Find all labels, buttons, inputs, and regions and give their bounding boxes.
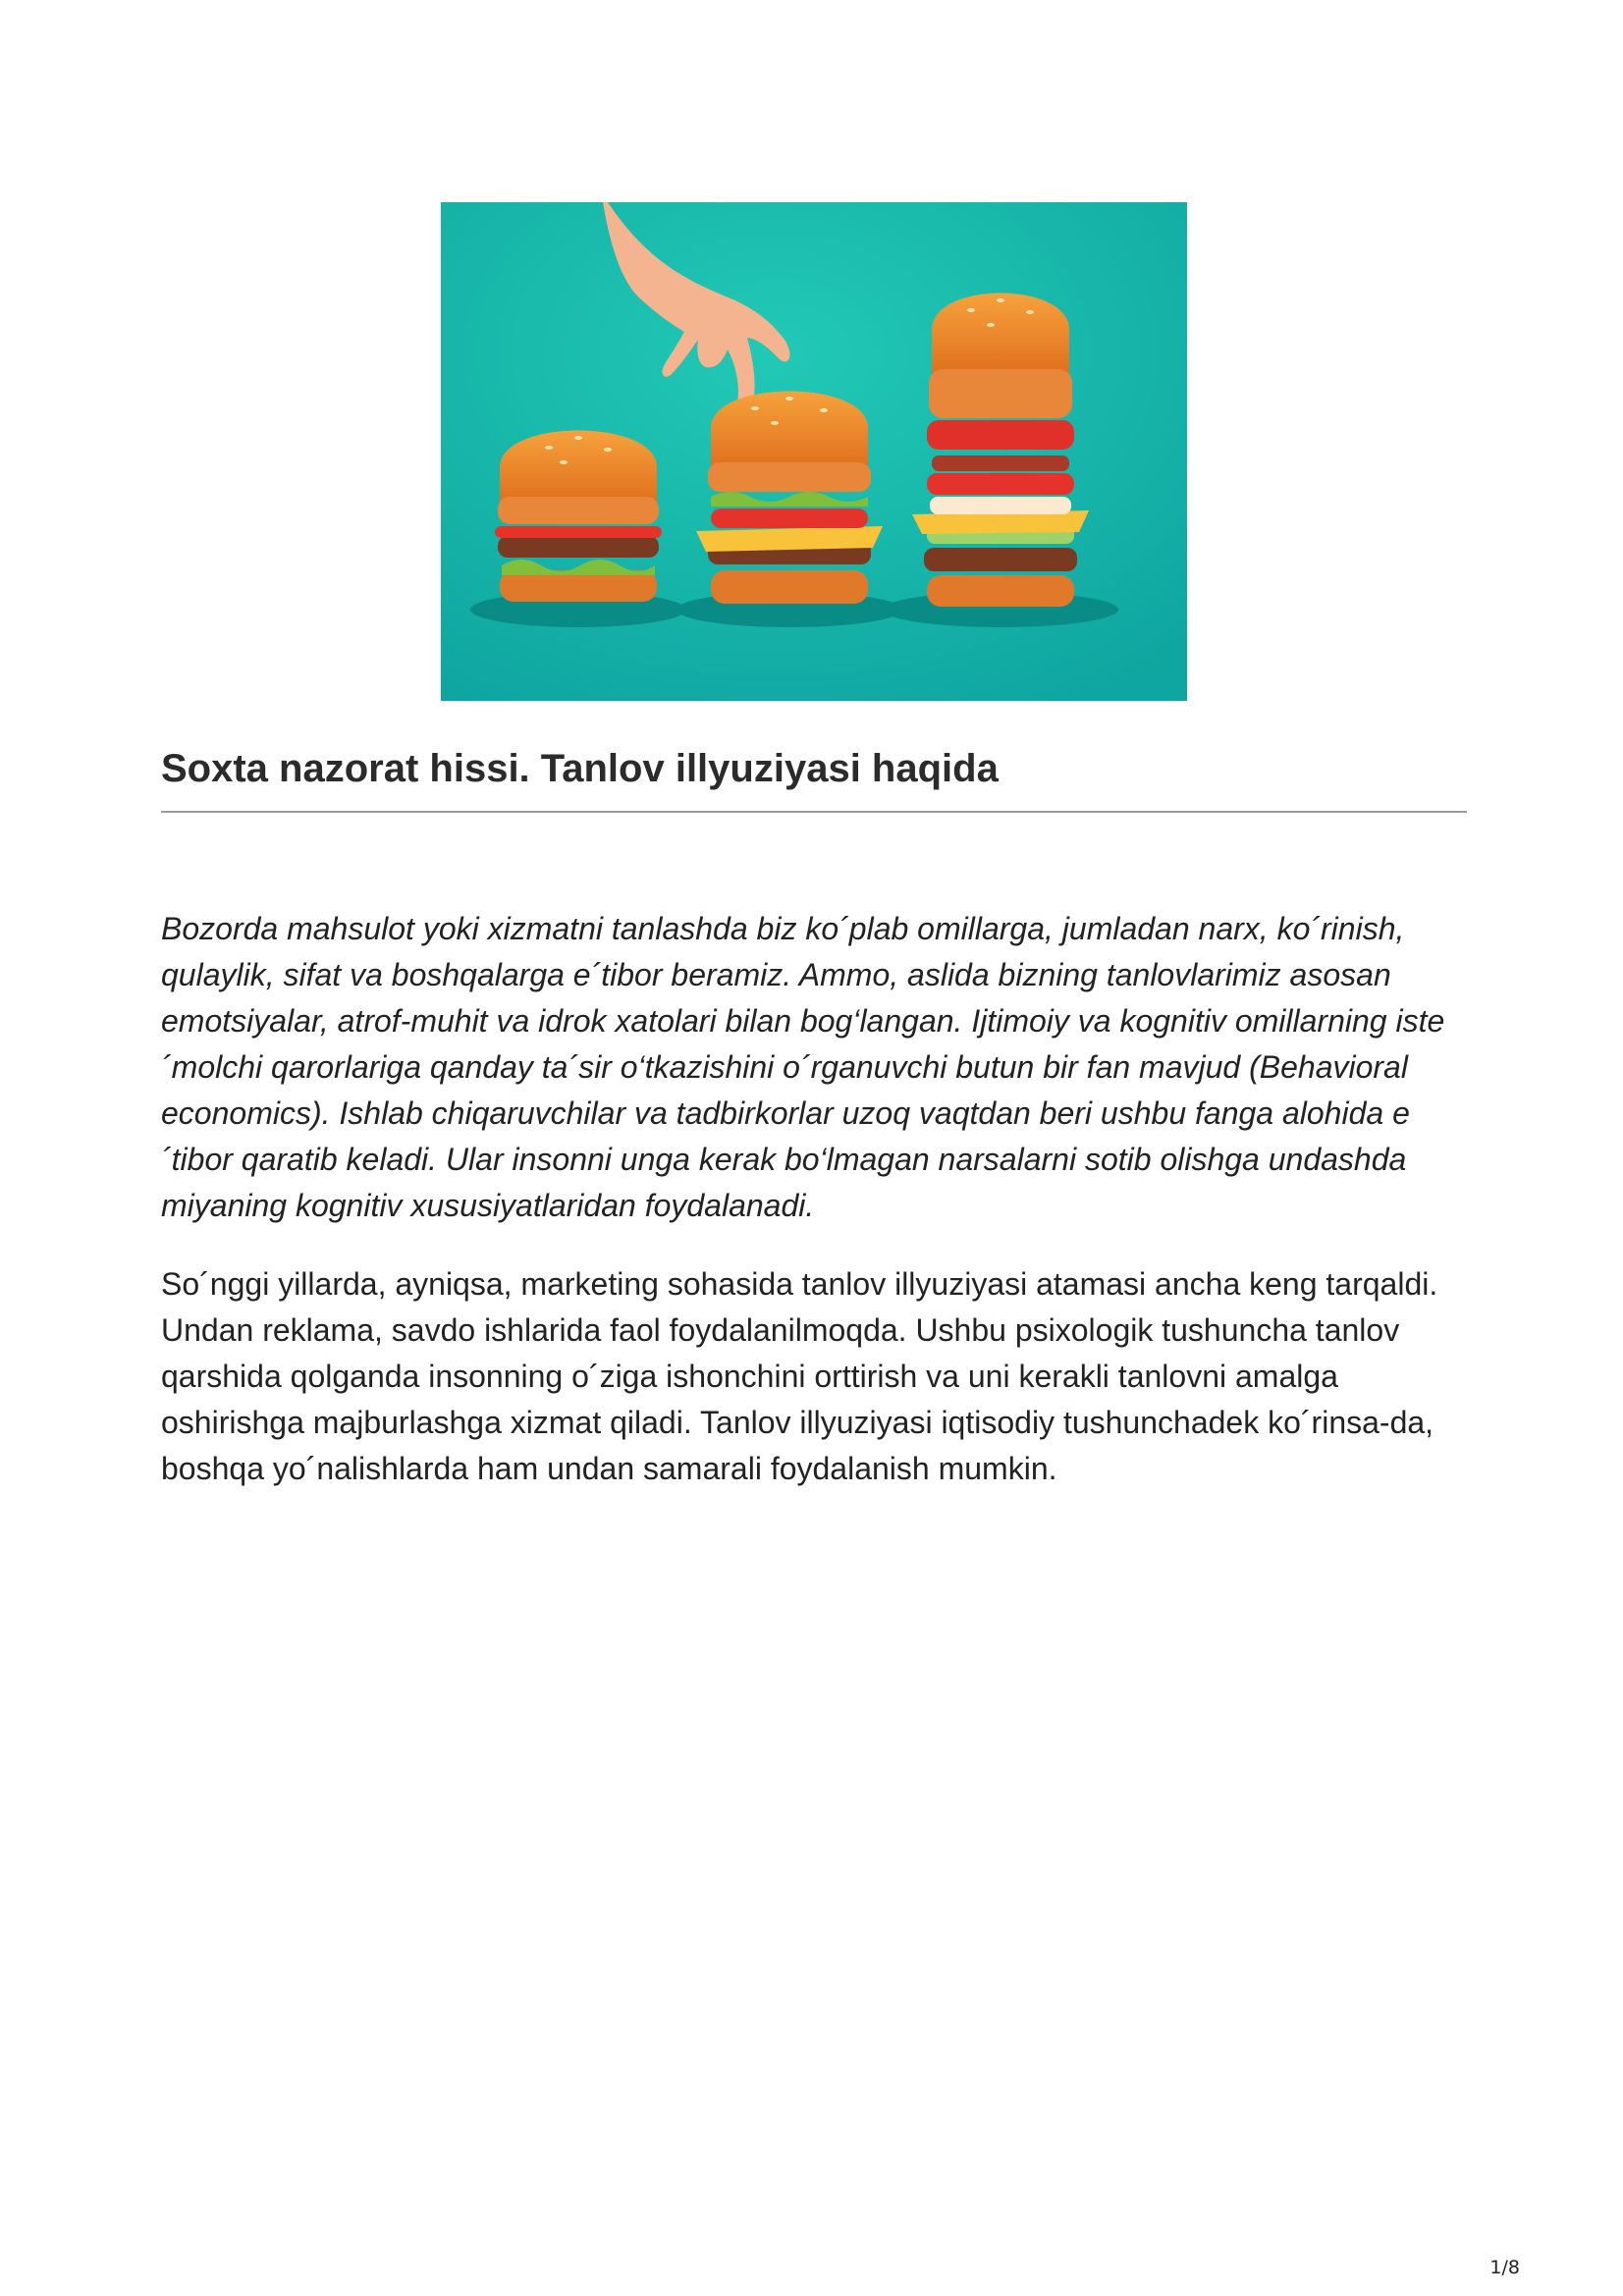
hero-illustration [441,202,1187,701]
title-divider [161,811,1467,813]
page-number: 1/8 [1489,2257,1520,2278]
intro-paragraph: Bozorda mahsulot yoki xizmatni tanlashda biz ko´plab omillarga, jumladan narx, ko´rinish, qulaylik, sifat va boshqalarga e´tibor beramiz. Ammo, aslida bizning tanlovlarimiz asosan emotsiyalar, atrof-muhit va idrok xatolari bilan bog‘langan. Ijtimoiy va kognitiv omillarning iste´molchi qarorlariga qanday ta´sir o‘tkazishini o´rganuvchi butun bir fan mavjud (Behavioral economics). Ishlab chiqaruvchilar va tadbirkorlar uzoq vaqtdan beri ushbu fanga alohida e´tibor qaratib keladi. Ular insonni unga kerak bo‘lmagan narsalarni sotib olishga undashda miyaning kognitiv xususiyatlaridan foydalanadi. [161,911,1445,1223]
article-title: Soxta nazorat hissi. Tanlov illyuziyasi haqida [161,747,999,790]
body-paragraph: So´nggi yillarda, ayniqsa, marketing sohasida tanlov illyuziyasi atamasi ancha keng tarqaldi. Undan reklama, savdo ishlarida faol foydalanilmoqda. Ushbu psixologik tushuncha tanlov qarshida qolganda insonning o´ziga ishonchini orttirish va uni kerakli tanlovni amalga oshirishga majburlashga xizmat qiladi. Tanlov illyuziyasi iqtisodiy tushunchadek ko´rinsa-da, boshqa yo´nalishlarda ham undan samarali foydalanish mumkin. [161,1266,1438,1486]
hand-choosing-burgers-icon [441,202,1187,701]
